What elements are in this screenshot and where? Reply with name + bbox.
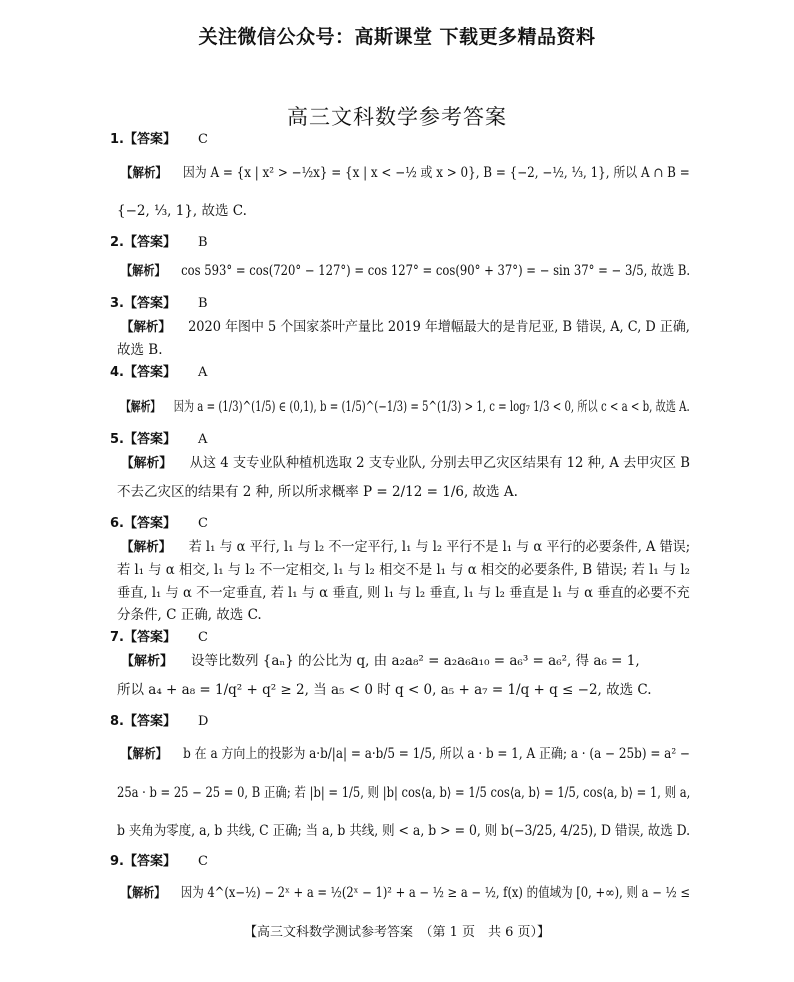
question-7-explanation bbox=[121, 652, 640, 671]
question-5-header bbox=[110, 431, 207, 449]
explanation-line: 不去乙灾区的结果有 2 种, 所以所求概率 P = 2/12 = 1/6, 故选 A. bbox=[117, 484, 518, 500]
explanation-line: {−2, ⅓, 1}, 故选 C. bbox=[117, 203, 247, 219]
page-footer: 【高三文科数学测试参考答案 （第 1 页 共 6 页）】 bbox=[243, 925, 551, 940]
explain-tag: 【解析】 bbox=[121, 654, 174, 669]
explanation-line: 因为 a = (1/3)^(1/5) ∈ (0,1), b = (1/5)^(−1/3) = 5^(1/3) > 1, c = log₇ 1/3 < 0, 所以 c < a < b, 故选 A. bbox=[173, 399, 690, 415]
explain-tag: 【解析】 bbox=[121, 747, 168, 762]
question-9-header bbox=[110, 853, 208, 871]
explain-tag: 【解析】 bbox=[121, 320, 171, 335]
explanation-line: 垂直, l₁ 与 α 不一定垂直, 若 l₁ 与 α 垂直, 则 l₁ 与 l₂ 垂直, l₁ 与 l₂ 垂直是 l₁ 与 α 垂直的必要不充 bbox=[117, 585, 690, 601]
question-6-header bbox=[110, 515, 208, 533]
answer-value: A bbox=[198, 365, 208, 380]
explanation-line: b 夹角为零度, a, b 共线, C 正确; 当 a, b 共线, 则 < a, b > = 0, 则 b(−3/25, 4/25), D 错误, 故选 D. bbox=[117, 823, 691, 839]
explain-tag: 【解析】 bbox=[121, 456, 172, 471]
question-8-explanation bbox=[121, 745, 690, 764]
question-number: 2. bbox=[110, 235, 124, 250]
explanation-line: 因为 A = {x | x² > −½x} = {x | x < −½ 或 x > 0}, B = {−2, −½, ⅓, 1}, 所以 A ∩ B = bbox=[182, 165, 690, 181]
answer-value: B bbox=[198, 235, 208, 250]
answer-tag: 【答案】 bbox=[123, 854, 176, 869]
question-9-explanation bbox=[121, 884, 690, 903]
question-2-header bbox=[110, 234, 208, 252]
answer-tag: 【答案】 bbox=[123, 235, 176, 250]
answer-value: C bbox=[198, 630, 208, 645]
explanation-line: b 在 a 方向上的投影为 a·b/|a| = a·b/5 = 1/5, 所以 a · b = 1, A 正确; a · (a − 25b) = a² − bbox=[183, 746, 690, 762]
explanation-line: cos 593° = cos(720° − 127°) = cos 127° = cos(90° + 37°) = − sin 37° = − 3/5, 故选 B. bbox=[181, 263, 691, 279]
answer-tag: 【答案】 bbox=[123, 630, 176, 645]
explanation-line: 25a · b = 25 − 25 = 0, B 正确; 若 |b| = 1/5, 则 |b| cos⟨a, b⟩ = 1/5 cos⟨a, b⟩ = 1/5, cos⟨a, b⟩ = 1, 则 a, bbox=[117, 785, 691, 801]
answer-value: B bbox=[198, 296, 208, 311]
question-number: 8. bbox=[110, 714, 124, 729]
explain-tag: 【解析】 bbox=[121, 264, 166, 279]
answer-tag: 【答案】 bbox=[123, 132, 176, 147]
question-number: 9. bbox=[110, 854, 124, 869]
question-7-header bbox=[110, 629, 208, 647]
explain-tag: 【解析】 bbox=[121, 166, 167, 181]
question-5-explanation bbox=[121, 454, 690, 473]
explain-tag: 【解析】 bbox=[121, 886, 166, 901]
answer-value: C bbox=[198, 132, 208, 147]
question-3-explanation bbox=[121, 318, 690, 337]
question-1-explanation bbox=[121, 164, 690, 183]
explanation-line: 从这 4 支专业队种植机选取 2 支专业队, 分别去甲乙灾区结果有 12 种, A 去甲灾区 B bbox=[189, 455, 690, 471]
question-3-header bbox=[110, 295, 208, 313]
answer-tag: 【答案】 bbox=[123, 296, 176, 311]
explanation-line: 设等比数列 {aₙ} 的公比为 q, 由 a₂a₈² = a₂a₆a₁₀ = a₆³ = a₆², 得 a₆ = 1, bbox=[191, 653, 640, 669]
explanation-line: 故选 B. bbox=[117, 342, 163, 358]
question-8-header bbox=[110, 713, 208, 731]
answer-tag: 【答案】 bbox=[123, 365, 176, 380]
question-6-explanation bbox=[121, 538, 690, 557]
answer-value: C bbox=[198, 516, 208, 531]
explain-tag: 【解析】 bbox=[121, 400, 161, 415]
question-2-explanation bbox=[121, 262, 690, 281]
explanation-line: 若 l₁ 与 α 平行, l₁ 与 l₂ 不一定平行, l₁ 与 l₂ 平行不是 l₁ 与 α 平行的必要条件, A 错误; bbox=[188, 539, 691, 555]
explanation-line: 若 l₁ 与 α 相交, l₁ 与 l₂ 不一定相交, l₁ 与 l₂ 相交不是 l₁ 与 α 相交的必要条件, B 错误; 若 l₁ 与 l₂ bbox=[117, 562, 691, 578]
question-4-header bbox=[110, 364, 207, 382]
answer-value: C bbox=[198, 854, 208, 869]
answer-tag: 【答案】 bbox=[123, 714, 176, 729]
explanation-line: 2020 年图中 5 个国家茶叶产量比 2019 年增幅最大的是肯尼亚, B 错误, A, C, D 正确, bbox=[188, 319, 690, 335]
answer-tag: 【答案】 bbox=[123, 432, 176, 447]
question-1-header bbox=[110, 131, 208, 149]
question-number: 6. bbox=[110, 516, 124, 531]
answer-value: A bbox=[198, 432, 208, 447]
question-number: 4. bbox=[110, 365, 124, 380]
promo-banner: 关注微信公众号：高斯课堂 下载更多精品资料 bbox=[198, 26, 596, 48]
page-title: 高三文科数学参考答案 bbox=[287, 105, 507, 129]
question-4-explanation bbox=[121, 398, 690, 417]
answer-value: D bbox=[198, 714, 209, 729]
answer-tag: 【答案】 bbox=[123, 516, 176, 531]
explanation-line: 分条件, C 正确, 故选 C. bbox=[117, 607, 262, 623]
explain-tag: 【解析】 bbox=[121, 540, 172, 555]
question-number: 3. bbox=[110, 296, 124, 311]
question-number: 7. bbox=[110, 630, 124, 645]
explanation-line: 因为 4^(x−½) − 2ˣ + a = ½(2ˣ − 1)² + a − ½ ≥ a − ½, f(x) 的值域为 [0, +∞), 则 a − ½ ≤ bbox=[180, 885, 690, 901]
question-number: 1. bbox=[110, 132, 124, 147]
explanation-line: 所以 a₄ + a₈ = 1/q² + q² ≥ 2, 当 a₅ < 0 时 q < 0, a₅ + a₇ = 1/q + q ≤ −2, 故选 C. bbox=[117, 682, 652, 698]
question-number: 5. bbox=[110, 432, 124, 447]
